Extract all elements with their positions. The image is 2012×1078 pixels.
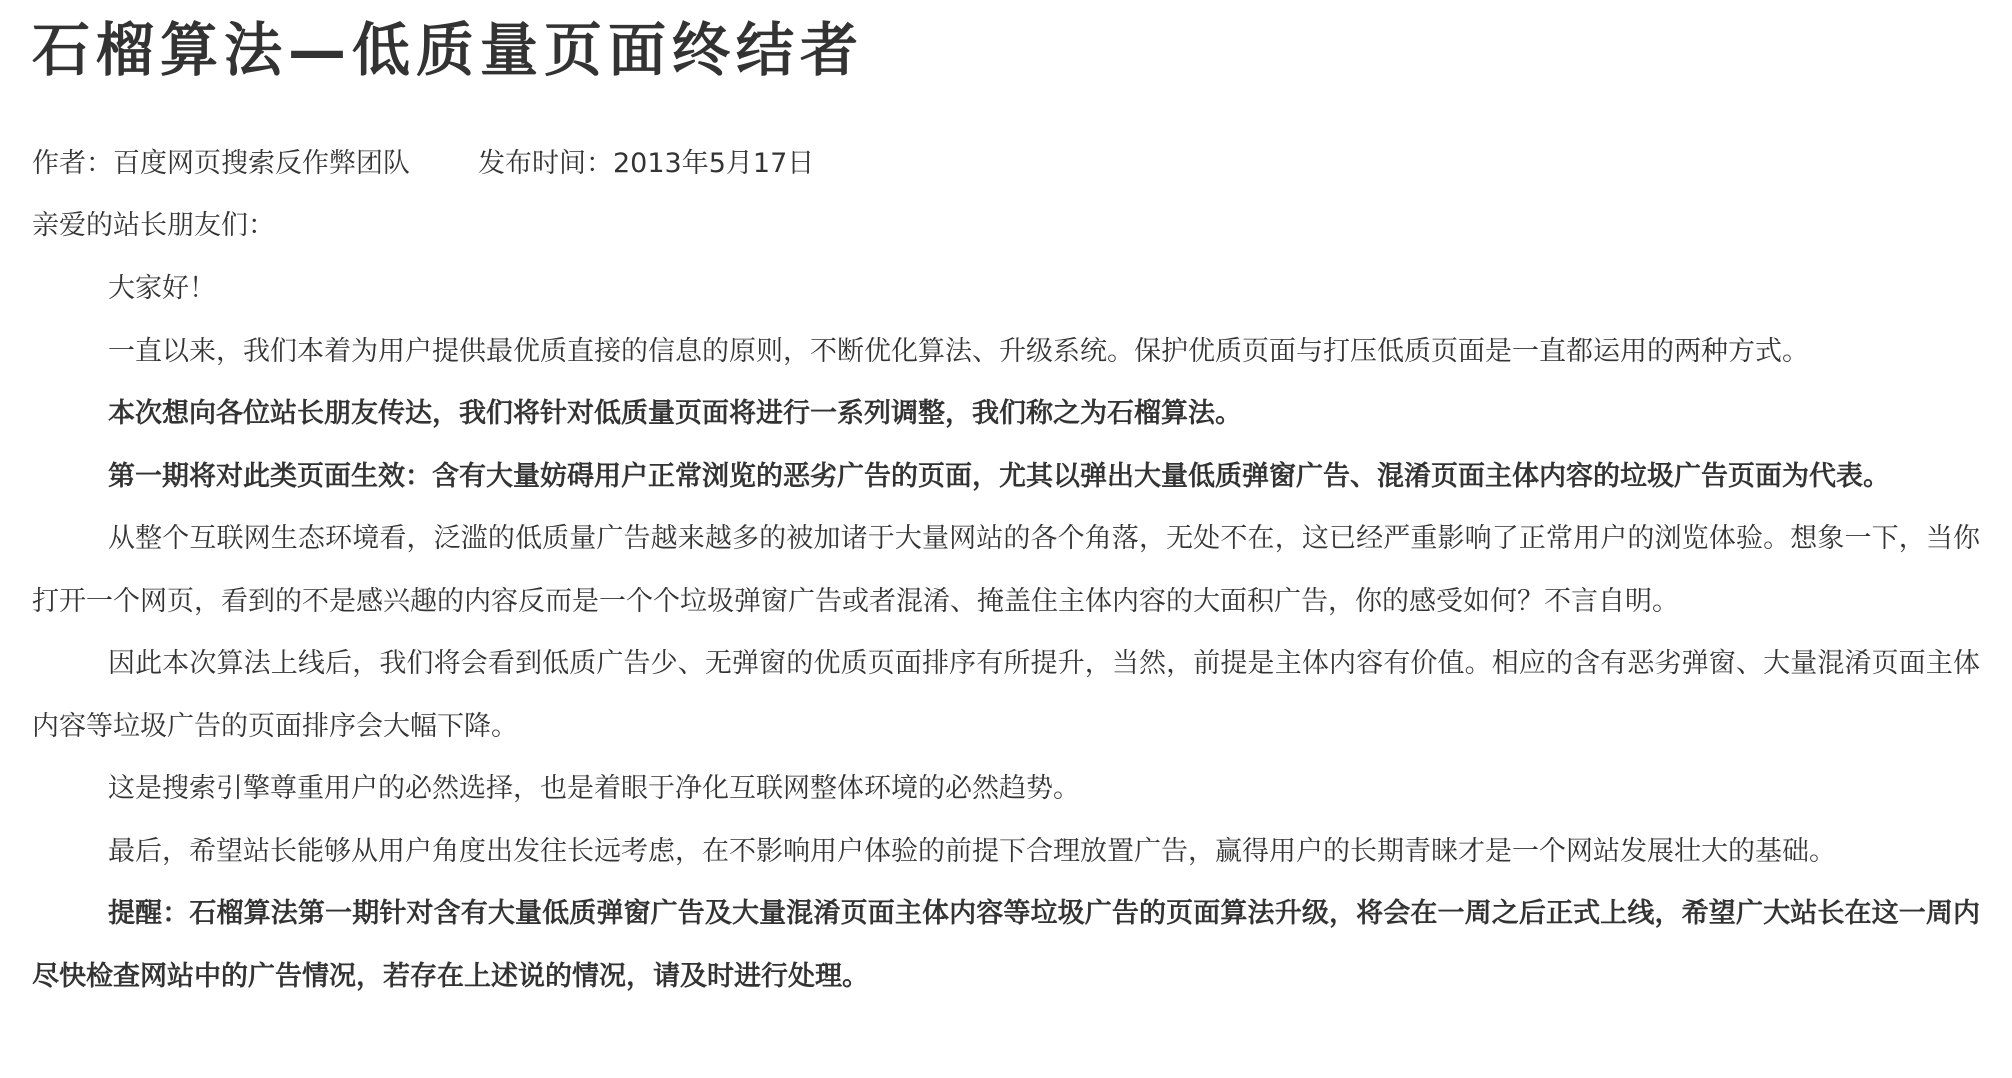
paragraph: 最后，希望站长能够从用户角度出发往长远考虑，在不影响用户体验的前提下合理放置广告，赢得用户的长期青睐才是一个网站发展壮大的基础。: [108, 835, 1836, 867]
article-body: [32, 258, 1980, 1008]
greeting: 亲爱的站长朋友们：: [32, 210, 275, 241]
paragraph: 从整个互联网生态环境看，泛滥的低质量广告越来越多的被加诸于大量网站的各个角落，无处不在，这已经严重影响了正常用户的浏览体验。想象一下，当你打开一个网页，看到的不是感兴趣的内容反而是一个个垃圾弹窗广告或者混淆、掩盖住主体内容的大面积广告，你的感受如何？不言自明。: [32, 523, 1980, 617]
paragraph: 因此本次算法上线后，我们将会看到低质广告少、无弹窗的优质页面排序有所提升，当然，前提是主体内容有价值。相应的含有恶劣弹窗、大量混淆页面主体内容等垃圾广告的页面排序会大幅下降。: [32, 648, 1980, 742]
paragraph-bold: 本次想向各位站长朋友传达，我们将针对低质量页面将进行一系列调整，我们称之为石榴算法。: [108, 398, 1242, 429]
paragraph: 大家好！: [108, 273, 216, 304]
paragraph-bold: 第一期将对此类页面生效：含有大量妨碍用户正常浏览的恶劣广告的页面，尤其以弹出大量低质弹窗广告、混淆页面主体内容的垃圾广告页面为代表。: [108, 460, 1890, 492]
publish-time: 发布时间：2013年5月17日: [478, 148, 815, 179]
paragraph: 这是搜索引擎尊重用户的必然选择，也是着眼于净化互联网整体环境的必然趋势。: [108, 773, 1080, 804]
author-label: 作者：百度网页搜索反作弊团队: [32, 148, 410, 179]
article-title: 石榴算法—低质量页面终结者: [32, 16, 865, 84]
paragraph: 一直以来，我们本着为用户提供最优质直接的信息的原则，不断优化算法、升级系统。保护优质页面与打压低质页面是一直都运用的两种方式。: [108, 335, 1809, 367]
reminder-paragraph: 提醒：石榴算法第一期针对含有大量低质弹窗广告及大量混淆页面主体内容等垃圾广告的页面算法升级，将会在一周之后正式上线，希望广大站长在这一周内尽快检查网站中的广告情况，若存在上述说的情况，请及时进行处理。: [32, 898, 1980, 992]
article-meta: [32, 146, 1980, 182]
